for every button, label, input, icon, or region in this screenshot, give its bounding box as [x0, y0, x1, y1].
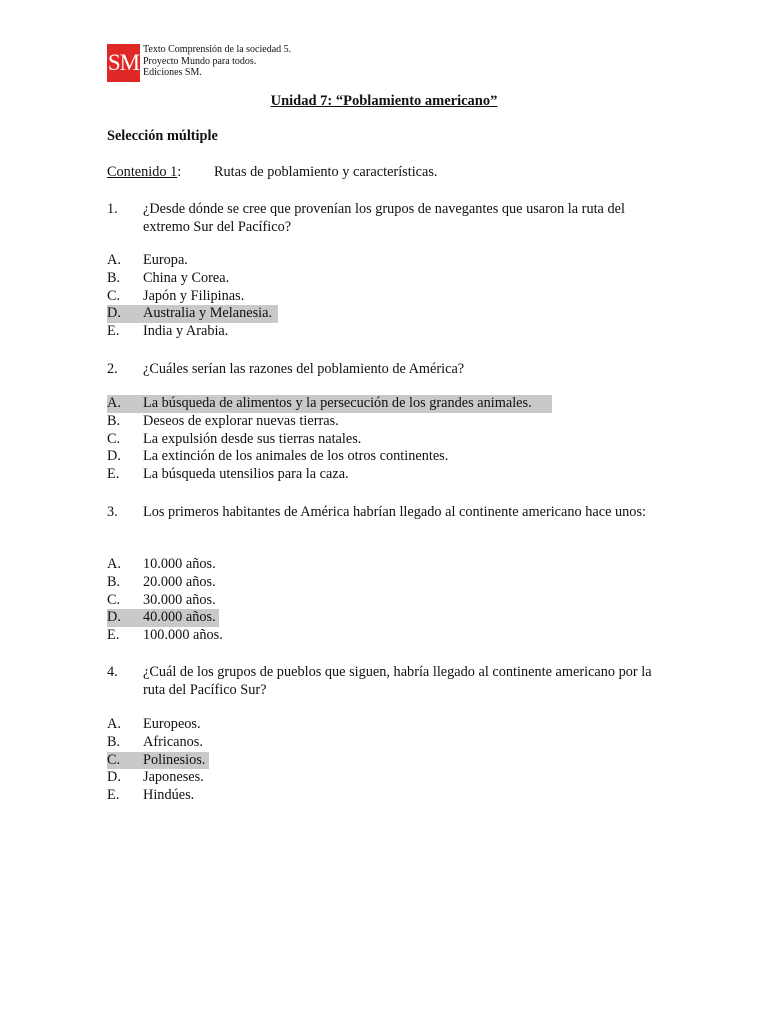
section-heading: Selección múltiple: [107, 128, 218, 144]
sm-logo: SM: [107, 44, 140, 82]
option-text: China y Corea.: [143, 269, 230, 286]
option-text: Japoneses.: [143, 769, 204, 786]
option-letter: E.: [107, 466, 120, 483]
option-letter: C.: [107, 751, 121, 768]
question-number: 1.: [107, 201, 118, 217]
option-text: La expulsión desde sus tierras natales.: [143, 430, 362, 447]
option-text: India y Arabia.: [143, 323, 229, 340]
publisher-info: [143, 44, 291, 79]
option-text: Africanos.: [143, 733, 203, 750]
option-letter: D.: [107, 609, 121, 626]
option-text: La extinción de los animales de los otros continentes.: [143, 448, 449, 465]
header-line: Ediciones SM.: [143, 67, 202, 78]
question-4: [107, 663, 667, 699]
option-text: La búsqueda de alimentos y la persecución de los grandes animales.: [143, 395, 532, 411]
question-number: 4.: [107, 664, 118, 680]
option-letter: B.: [107, 269, 121, 286]
option-text: 20.000 años.: [143, 573, 216, 590]
option-letter: A.: [107, 556, 121, 572]
option-letter: A.: [107, 395, 121, 411]
option-text: Polinesios.: [143, 751, 206, 768]
publisher-header: [107, 44, 291, 82]
option-text: Australia y Melanesia.: [143, 305, 273, 322]
option-text: Europeos.: [143, 716, 201, 732]
content-description: Rutas de poblamiento y características.: [214, 164, 438, 180]
option-letter: E.: [107, 627, 120, 644]
option-letter: A.: [107, 252, 121, 268]
question-text: ¿Cuál de los grupos de pueblos que siguen, habría llegado al continente americano por la ruta del Pacífico Sur?: [143, 664, 652, 698]
option-letter: C.: [107, 430, 121, 447]
header-line: Texto Comprensión de la sociedad 5.: [143, 44, 292, 55]
question-1: [107, 200, 667, 236]
option-letter: B.: [107, 412, 121, 429]
header-line: Proyecto Mundo para todos.: [143, 55, 257, 67]
option-letter: E.: [107, 323, 120, 340]
option-letter: B.: [107, 573, 121, 590]
option-text: Deseos de explorar nuevas tierras.: [143, 412, 339, 429]
content-line: [107, 164, 438, 181]
option-text: Hindúes.: [143, 787, 195, 804]
option-letter: D.: [107, 769, 121, 786]
option-text: Japón y Filipinas.: [143, 287, 245, 304]
question-3: [107, 503, 667, 539]
option-letter: C.: [107, 591, 121, 608]
option-letter: E.: [107, 787, 120, 804]
option-text: 40.000 años.: [143, 609, 216, 626]
question-number: 3.: [107, 504, 118, 520]
option-text: La búsqueda utensilios para la caza.: [143, 466, 349, 483]
unit-title: Unidad 7: “Poblamiento americano”: [270, 93, 498, 109]
question-number: 2.: [107, 361, 118, 377]
question-2: [107, 360, 667, 378]
option-letter: D.: [107, 448, 121, 465]
content-label: Contenido 1: [107, 164, 178, 180]
option-letter: D.: [107, 305, 121, 322]
option-text: 10.000 años.: [143, 556, 216, 572]
option-letter: A.: [107, 716, 121, 732]
question-text: ¿Cuáles serían las razones del poblamiento de América?: [143, 361, 465, 377]
content-colon: :: [177, 164, 182, 180]
option-text: Europa.: [143, 252, 188, 268]
option-text: 100.000 años.: [143, 627, 223, 644]
question-text: Los primeros habitantes de América habrían llegado al continente americano hace unos:: [143, 504, 646, 520]
option-letter: B.: [107, 733, 121, 750]
question-text: ¿Desde dónde se cree que provenían los grupos de navegantes que usaron la ruta del extremo Sur del Pacífico?: [143, 201, 625, 235]
option-text: 30.000 años.: [143, 591, 216, 608]
option-letter: C.: [107, 287, 121, 304]
